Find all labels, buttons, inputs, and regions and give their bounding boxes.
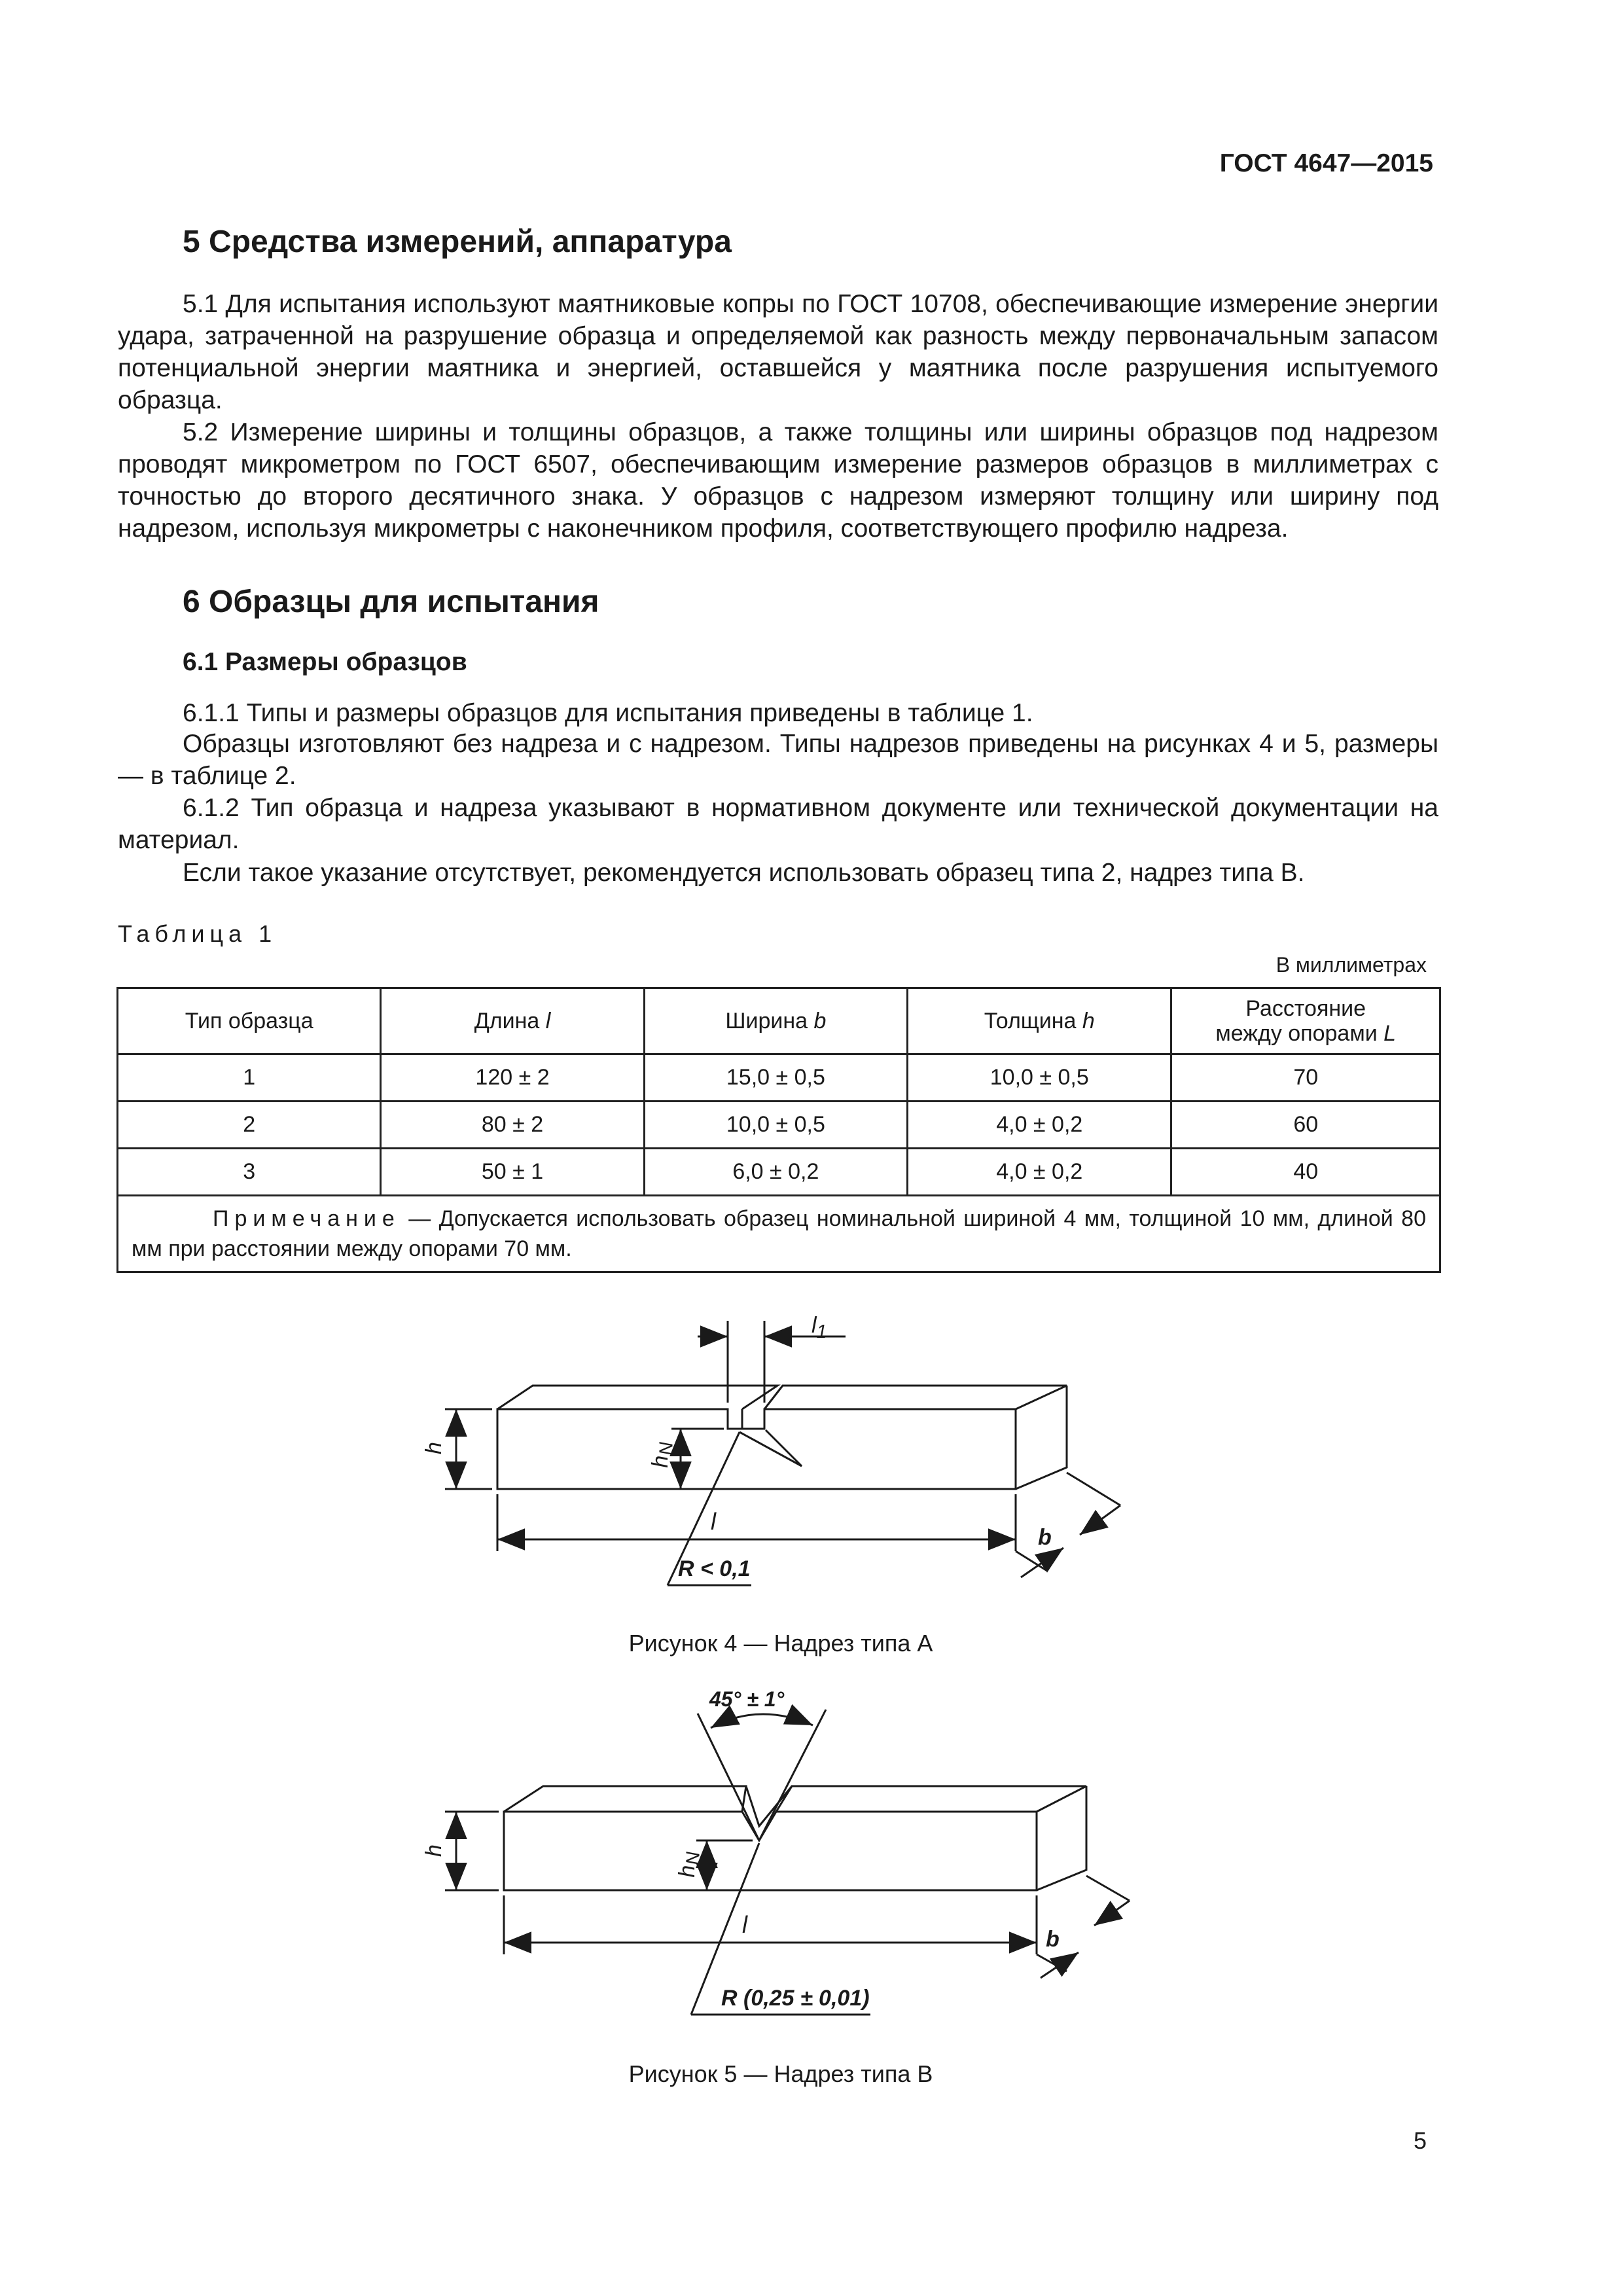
label-width: b [1038,1525,1052,1550]
cell-support-span: 60 [1171,1102,1440,1149]
table-row [118,1054,1440,1102]
table-row [118,1102,1440,1149]
cell-length: 80 ± 2 [381,1102,644,1149]
paragraph-5-1: 5.1 Для испытания используют маятниковые копры по ГОСТ 10708, обеспечивающие измерение энергии удара, затраченной на разрушение образца и определяемой как разность между первоначальным запасом потенциальной энергии маятника и энергией, оставшейся у маятника после разрушения испытуемого образца. [118,290,1438,414]
label-l1: $l_1$ [812,1313,827,1342]
paragraph-6-1-2-default: Если такое указание отсутствует, рекомендуется использовать образец типа 2, надрез типа В. [183,859,1305,887]
document-number: ГОСТ 4647—2015 [1219,149,1433,177]
cell-type: 1 [118,1054,381,1102]
section-6-title: 6 Образцы для испытания [183,584,599,619]
header-thickness: Толщина h [908,988,1171,1054]
table-note: Примечание — Допускается использовать образец номинальной шириной 4 мм, толщиной 10 мм, длиной 80 мм при расстоянии между опорами 70 мм. [118,1196,1440,1272]
cell-thickness: 4,0 ± 0,2 [908,1102,1171,1149]
table-row [118,1149,1440,1196]
subsection-6-1-title: 6.1 Размеры образцов [183,648,467,676]
paragraph-5-2: 5.2 Измерение ширины и толщины образцов, а также толщины или ширины образцов под надрезом проводят микрометром по ГОСТ 6507, обеспечивающим измерение размеров образцов в миллиметрах с точностью до второго десятичного знака. У образцов с надрезом измеряют толщину или ширину под надрезом, используя микрометры с наконечником профиля, соответствующего профилю надреза. [118,418,1438,543]
cell-type: 3 [118,1149,381,1196]
cell-support-span: 70 [1171,1054,1440,1102]
label-radius: R < 0,1 [678,1556,751,1581]
table-note-row [118,1196,1440,1272]
cell-support-span: 40 [1171,1149,1440,1196]
header-specimen-type: Тип образца [118,988,381,1054]
paragraph-6-1-1-notches: Образцы изготовляют без надреза и с надрезом. Типы надрезов приведены на рисунках 4 и 5, размеры — в таблице 2. [118,730,1438,790]
cell-length: 120 ± 2 [381,1054,644,1102]
header-support-span: Расстояние между опорами L [1171,988,1440,1054]
label-length: l [742,1911,747,1938]
cell-width: 15,0 ± 0,5 [644,1054,907,1102]
cell-width: 6,0 ± 0,2 [644,1149,907,1196]
label-width: b [1046,1927,1060,1952]
table-header-row [118,988,1440,1054]
figure-5-caption: Рисунок 5 — Надрез типа В [628,2060,933,2087]
label-angle: 45° ± 1° [709,1687,785,1711]
cell-thickness: 4,0 ± 0,2 [908,1149,1171,1196]
cell-type: 2 [118,1102,381,1149]
label-radius: R (0,25 ± 0,01) [721,1986,870,2011]
cell-width: 10,0 ± 0,5 [644,1102,907,1149]
header-width: Ширина b [644,988,907,1054]
cell-thickness: 10,0 ± 0,5 [908,1054,1171,1102]
cell-length: 50 ± 1 [381,1149,644,1196]
label-length: l [711,1508,716,1535]
table-caption: Таблица 1 [118,920,277,947]
paragraph-6-1-1: 6.1.1 Типы и размеры образцов для испытания приведены в таблице 1. [183,699,1033,727]
page-number: 5 [1413,2127,1427,2154]
figure-4-caption: Рисунок 4 — Надрез типа А [628,1630,933,1657]
label-h: h [421,1442,446,1454]
header-length: Длина l [381,988,644,1054]
paragraph-6-1-2: 6.1.2 Тип образца и надреза указывают в нормативном документе или технической документации на материал. [118,794,1438,854]
label-hn: $h_N$ [647,1442,677,1468]
label-hn: $h_N$ [674,1852,704,1878]
specimen-dimensions-table [116,987,1441,1273]
label-h: h [421,1844,446,1857]
table-units: В миллиметрах [1275,953,1427,977]
section-5-title: 5 Средства измерений, аппаратура [183,224,732,259]
